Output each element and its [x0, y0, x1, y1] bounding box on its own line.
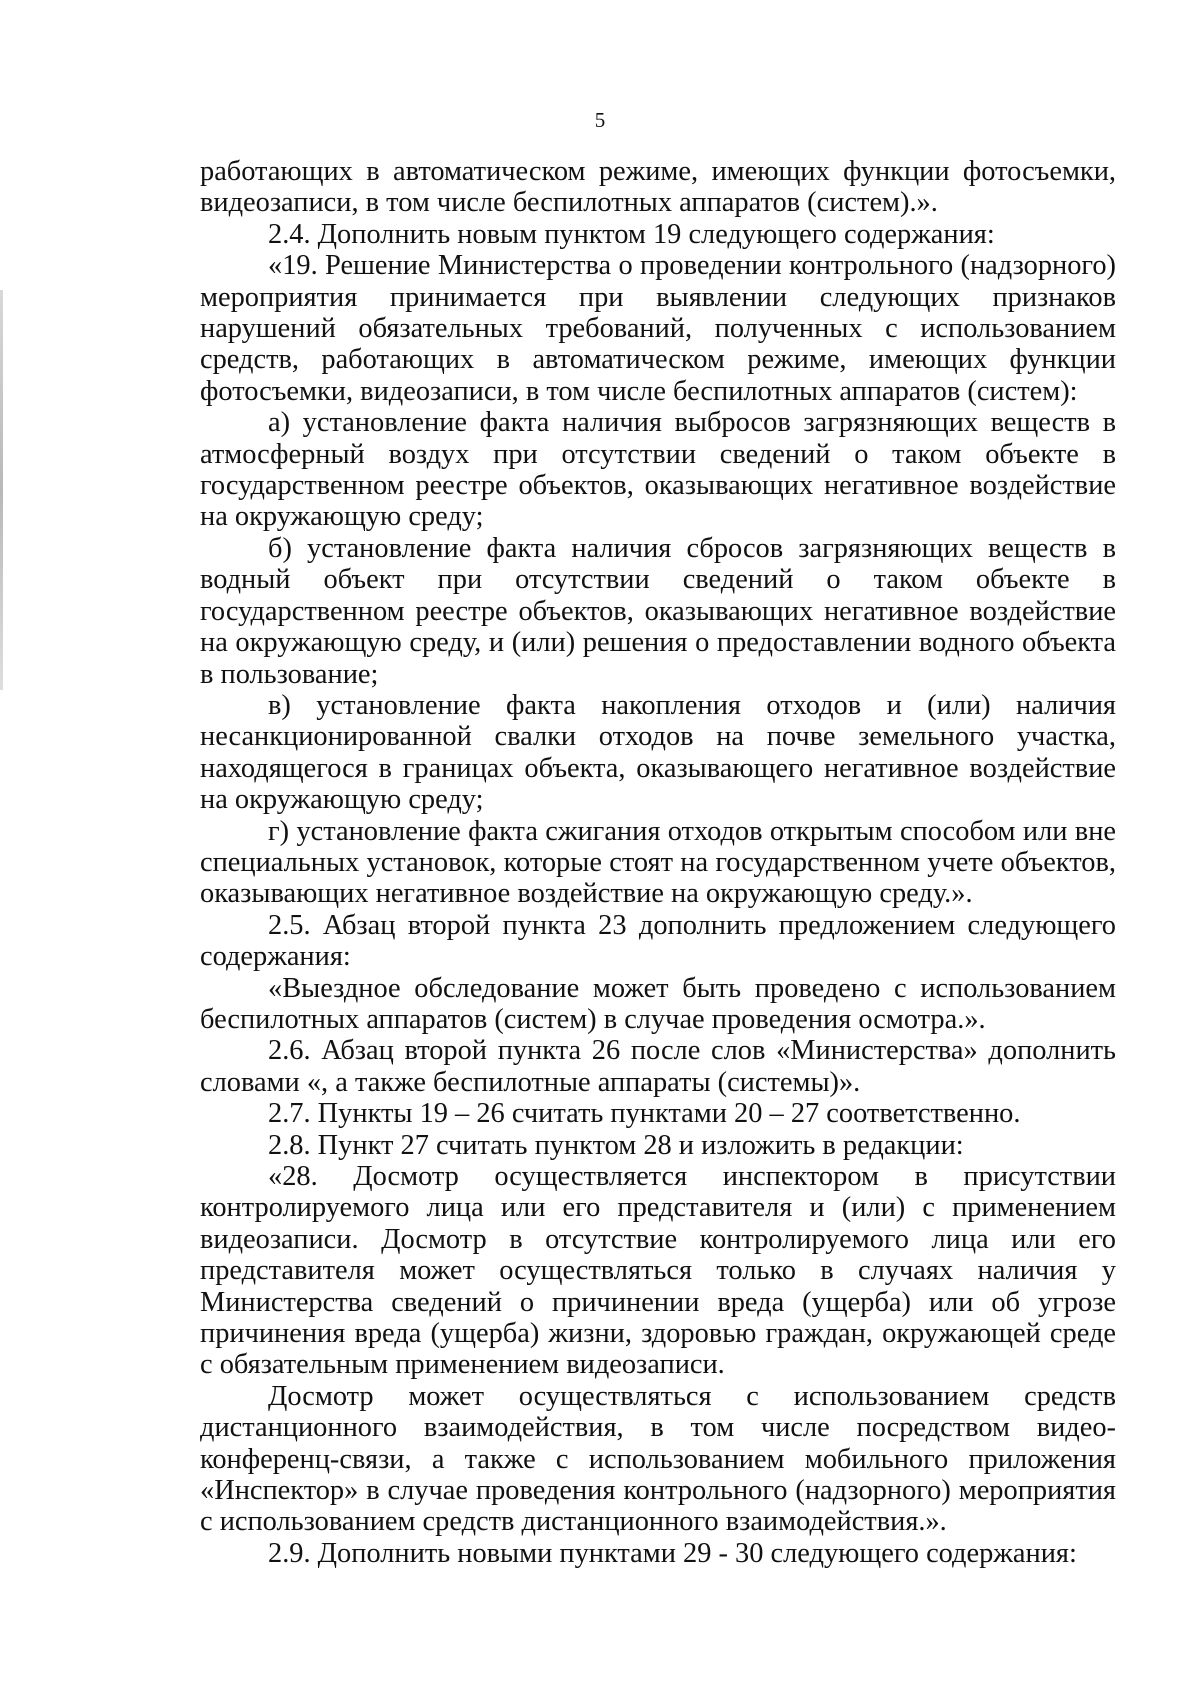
paragraph: Досмотр может осуществляться с использованием средств дистанционного взаимодействия, в том числе посредством видео-конференц-связи, а также с использованием мобильного приложения «Инспектор» в случае проведения контрольного (надзорного) мероприятия с использованием средств дистанционного взаимодействия.». — [200, 1380, 1116, 1538]
paragraph: 2.8. Пункт 27 считать пунктом 28 и изложить в редакции: — [268, 1129, 964, 1161]
paragraph: а) установление факта наличия выбросов загрязняющих веществ в атмосферный воздух при отсутствии сведений о таком объекте в государственном реестре объектов, оказывающих негативное воздействие на окружающую среду; — [200, 407, 1116, 533]
paragraph: 2.4. Дополнить новым пунктом 19 следующего содержания: — [268, 218, 995, 250]
paragraph: б) установление факта наличия сбросов загрязняющих веществ в водный объект при отсутствии сведений о таком объекте в государственном реестре объектов, оказывающих негативное воздействие на окружающую среду, и (или) решения о предоставлении водного объекта в пользование; — [200, 532, 1116, 690]
scan-edge-mark — [0, 290, 3, 690]
paragraph: «19. Решение Министерства о проведении контрольного (надзорного) мероприятия принимается при выявлении следующих признаков нарушений обязательных требований, полученных с использованием средств, работающих в автоматическом режиме, имеющих функции фотосъемки, видеозаписи, в том числе беспилотных аппаратов (систем): — [200, 250, 1116, 407]
paragraph: «Выездное обследование может быть проведено с использованием беспилотных аппаратов (систем) в случае проведения осмотра.». — [200, 972, 1116, 1035]
paragraph: г) установление факта сжигания отходов открытым способом или вне специальных установок, которые стоят на государственном учете объектов, оказывающих негативное воздействие на окружающую среду.». — [200, 815, 1116, 910]
page-number: 5 — [594, 108, 606, 132]
paragraph: «28. Досмотр осуществляется инспектором в присутствии контролируемого лица или его представителя и (или) с применением видеозаписи. Досмотр в отсутствие контролируемого лица или его представителя может осуществляться только в случаях наличия у Министерства сведений о причинении вреда (ущерба) или об угрозе причинения вреда (ущерба) жизни, здоровью граждан, окружающей среде с обязательным применением видеозаписи. — [200, 1161, 1116, 1381]
paragraph: 2.5. Абзац второй пункта 23 дополнить предложением следующего содержания: — [200, 909, 1116, 973]
paragraph: в) установление факта накопления отходов и (или) наличия несанкционированной свалки отходов на почве земельного участка, находящегося в границах объекта, оказывающего негативное воздействие на окружающую среду; — [200, 689, 1116, 816]
paragraph: 2.9. Дополнить новыми пунктами 29 - 30 следующего содержания: — [268, 1537, 1077, 1569]
paragraph: работающих в автоматическом режиме, имеющих функции фотосъемки, видеозаписи, в том числе беспилотных аппаратов (систем).». — [200, 156, 1116, 219]
document-body — [200, 156, 1116, 1569]
paragraph: 2.7. Пункты 19 – 26 считать пунктами 20 – 27 соответственно. — [268, 1098, 1021, 1130]
paragraph: 2.6. Абзац второй пункта 26 после слов «Министерства» дополнить словами «, а также беспилотные аппараты (системы)». — [200, 1035, 1116, 1098]
